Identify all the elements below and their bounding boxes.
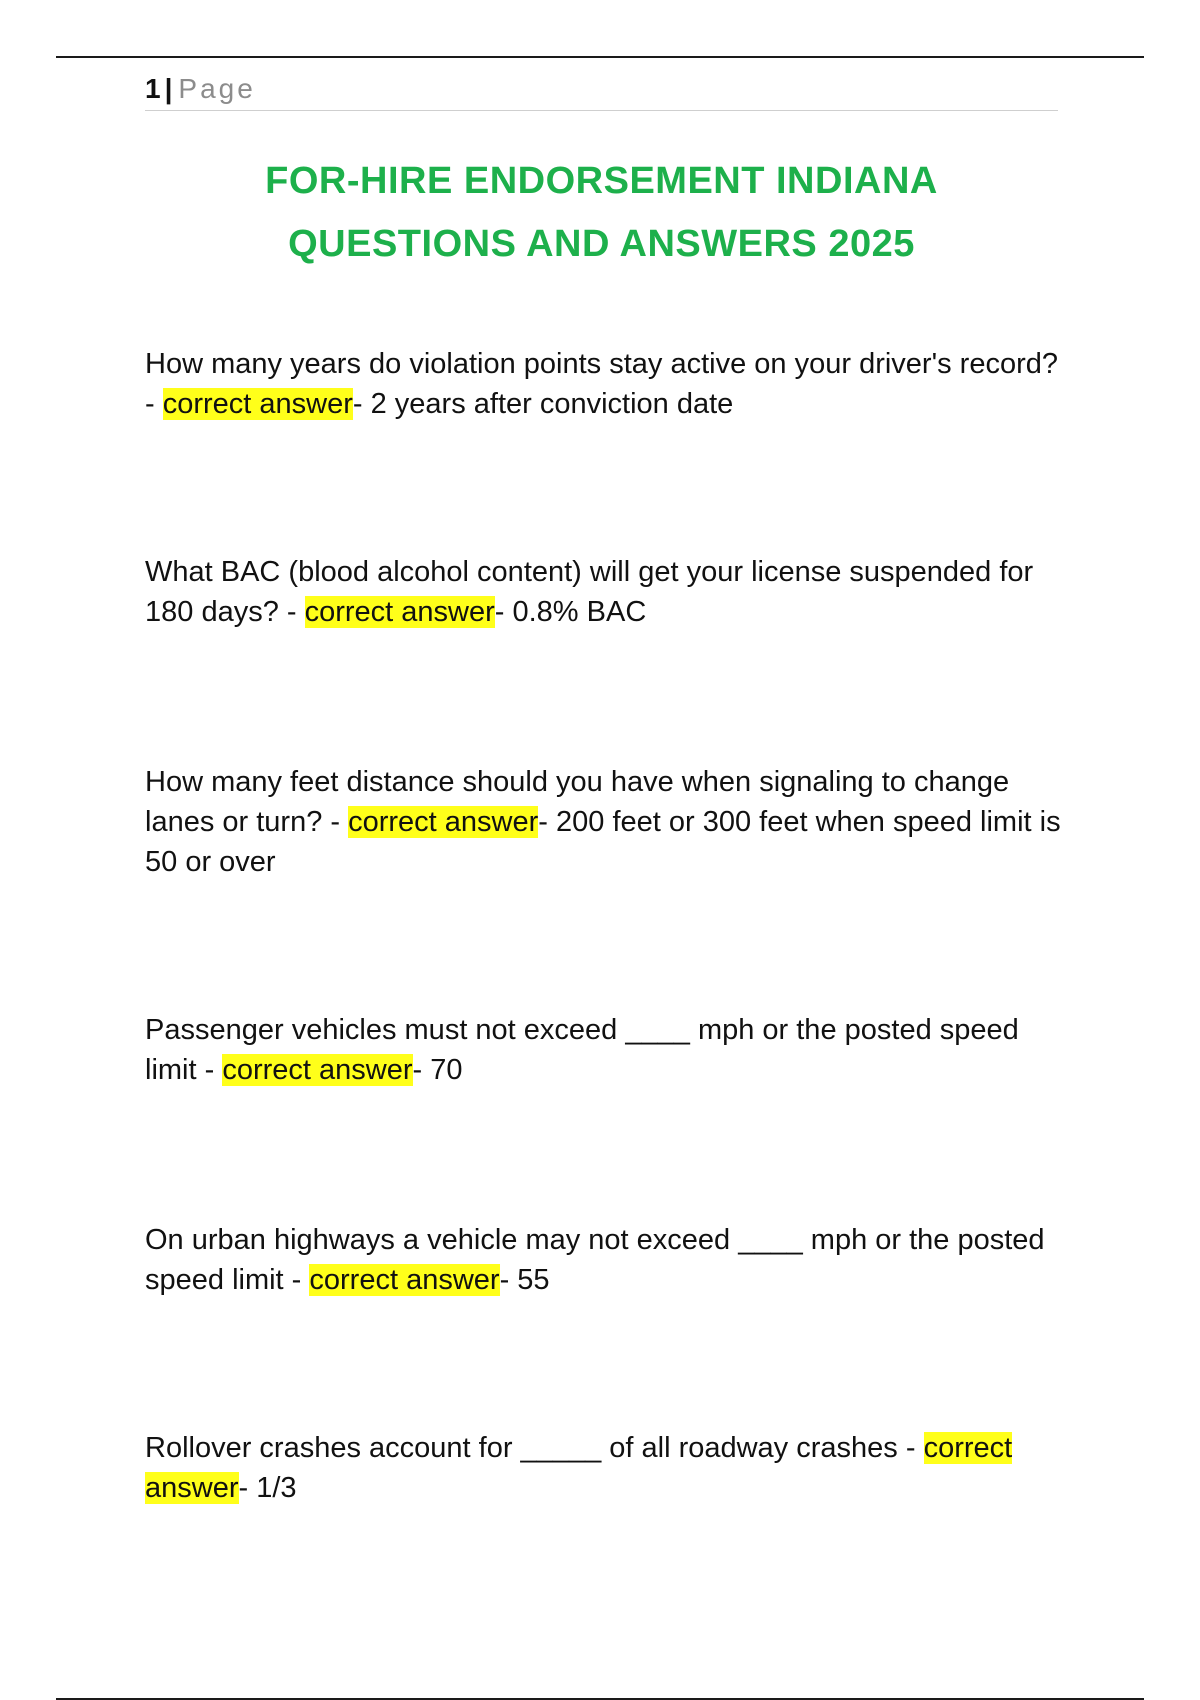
correct-answer-label: correct answer — [145, 1432, 1013, 1504]
correct-answer-label: correct answer — [304, 596, 495, 628]
question-text: Rollover crashes account for _____ of all roadway crashes - — [145, 1432, 924, 1464]
answer-text: - 200 feet or 300 feet when speed limit is 50 or over — [145, 806, 1061, 878]
page-separator: | — [164, 73, 173, 104]
title-line-1: FOR-HIRE ENDORSEMENT INDIANA — [265, 160, 938, 202]
answer-text: - 55 — [499, 1264, 550, 1296]
correct-answer-label: correct answer — [222, 1054, 413, 1086]
correct-answer-label: correct answer — [309, 1264, 500, 1296]
page-label: Page — [178, 73, 256, 104]
question-text: On urban highways a vehicle may not exceed ____ mph or the posted speed limit - — [145, 1224, 1045, 1296]
answer-text: - 1/3 — [238, 1472, 297, 1504]
correct-answer-label: correct answer — [348, 806, 539, 838]
correct-answer-label: correct answer — [162, 388, 353, 420]
qa-item-2 — [145, 552, 1065, 632]
question-text: What BAC (blood alcohol content) will get your license suspended for 180 days? - — [145, 556, 1034, 628]
question-text: How many years do violation points stay active on your driver's record? - — [145, 348, 1059, 420]
qa-item-5 — [145, 1220, 1065, 1300]
qa-item-4 — [145, 1010, 1065, 1090]
question-text: How many feet distance should you have when signaling to change lanes or turn? - — [145, 766, 1010, 838]
question-text: Passenger vehicles must not exceed ____ mph or the posted speed limit - — [145, 1014, 1019, 1086]
qa-item-1 — [145, 344, 1065, 424]
page-number: 1 — [145, 73, 161, 104]
document-title — [145, 150, 1058, 276]
page-header — [145, 72, 1058, 111]
answer-text: - 2 years after conviction date — [352, 388, 734, 420]
qa-item-3 — [145, 762, 1065, 882]
qa-item-6 — [145, 1428, 1065, 1508]
answer-text: - 70 — [412, 1054, 463, 1086]
answer-text: - 0.8% BAC — [494, 596, 647, 628]
top-rule — [56, 56, 1144, 58]
title-line-2: QUESTIONS AND ANSWERS 2025 — [288, 223, 915, 265]
